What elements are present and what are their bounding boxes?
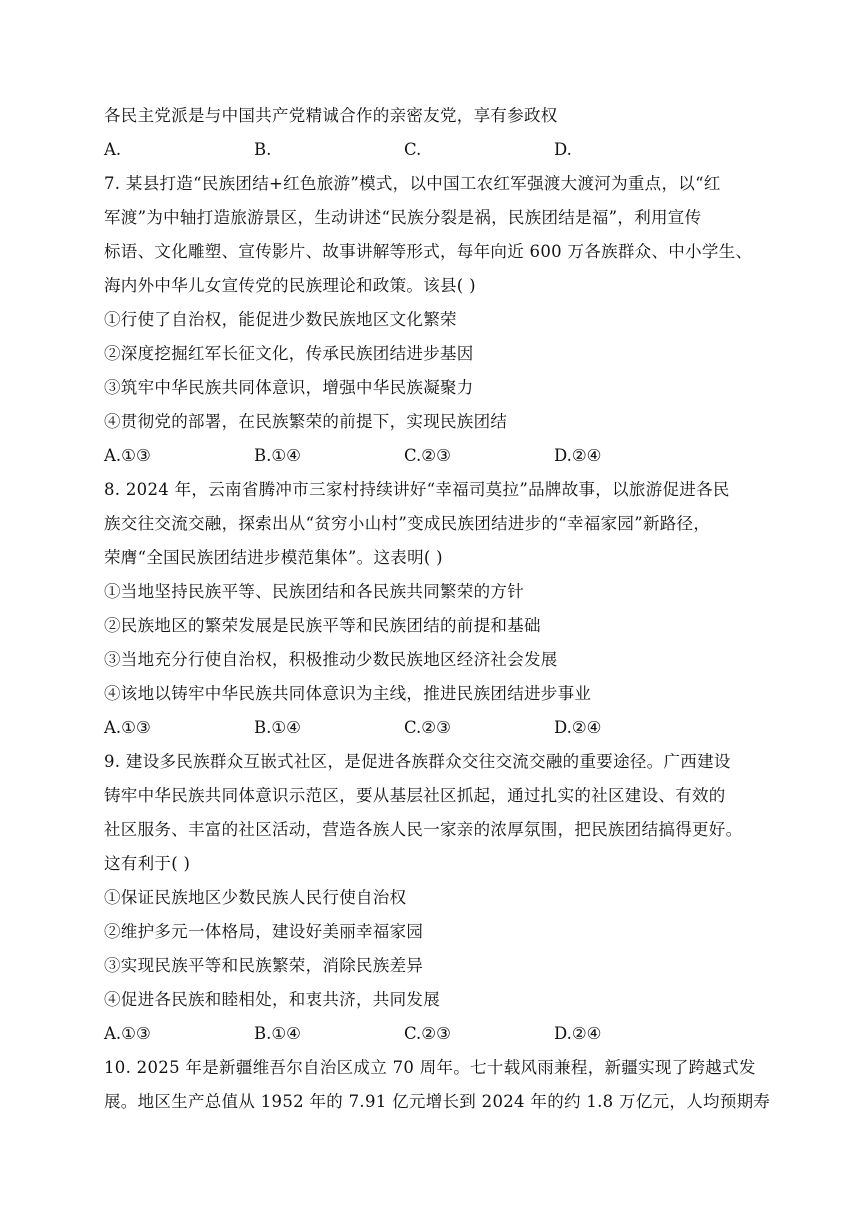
q8-choice-4: ④该地以铸牢中华民族共同体意识为主线，推进民族团结进步事业: [104, 684, 592, 703]
q8-options: [104, 717, 804, 739]
q9-choice-3: ③实现民族平等和民族繁荣，消除民族差异: [104, 956, 424, 975]
q6-statement: 各民主党派是与中国共产党精诚合作的亲密友党，享有参政权: [104, 106, 558, 125]
q9-option-b: B.①④: [254, 1024, 301, 1043]
q6-option-c: C.: [404, 140, 422, 159]
q9-choice-2: ②维护多元一体格局，建设好美丽幸福家园: [104, 922, 424, 941]
q6-option-d: D.: [554, 140, 572, 159]
q7-choice-1: ①行使了自治权，能促进少数民族地区文化繁荣: [104, 310, 457, 329]
q8-option-c: C.②③: [404, 718, 451, 737]
q6-option-a: A.: [104, 140, 122, 159]
q8-option-d: D.②④: [554, 718, 602, 737]
q8-choice-3: ③当地充分行使自治权，积极推动少数民族地区经济社会发展: [104, 650, 558, 669]
q9-stem-line: 这有利于( ): [104, 854, 191, 873]
q7-option-d: D.②④: [554, 446, 602, 465]
q8-stem-line: 8. 2024 年，云南省腾冲市三家村持续讲好“幸福司莫拉”品牌故事，以旅游促进各民: [104, 480, 730, 499]
q8-option-b: B.①④: [254, 718, 301, 737]
q8-choice-1: ①当地坚持民族平等、民族团结和各民族共同繁荣的方针: [104, 582, 524, 601]
q7-stem-line: 军渡”为中轴打造旅游景区，生动讲述“民族分裂是祸，民族团结是福”，利用宣传: [104, 208, 702, 227]
q10-stem-line: 展。地区生产总值从 1952 年的 7.91 亿元增长到 2024 年的约 1.8 万亿元，人均预期寿: [104, 1092, 771, 1111]
q6-options: [104, 139, 804, 161]
q9-choice-4: ④促进各民族和睦相处，和衷共济，共同发展: [104, 990, 440, 1009]
q7-option-c: C.②③: [404, 446, 451, 465]
q9-stem-line: 9. 建设多民族群众互嵌式社区，是促进各族群众交往交流交融的重要途径。广西建设: [104, 752, 731, 771]
q9-choice-1: ①保证民族地区少数民族人民行使自治权: [104, 888, 407, 907]
q6-option-b: B.: [254, 140, 272, 159]
q7-choice-3: ③筑牢中华民族共同体意识，增强中华民族凝聚力: [104, 378, 474, 397]
q9-stem-line: 社区服务、丰富的社区活动，营造各族人民一家亲的浓厚氛围，把民族团结搞得更好。: [104, 820, 743, 839]
q9-options: [104, 1023, 804, 1045]
q7-options: [104, 445, 804, 467]
q8-option-a: A.①③: [104, 718, 151, 737]
q8-stem-line: 荣膺“全国民族团结进步模范集体”。这表明( ): [104, 548, 443, 567]
q9-option-c: C.②③: [404, 1024, 451, 1043]
q9-option-a: A.①③: [104, 1024, 151, 1043]
q8-choice-2: ②民族地区的繁荣发展是民族平等和民族团结的前提和基础: [104, 616, 541, 635]
q10-stem-line: 10. 2025 年是新疆维吾尔自治区成立 70 周年。七十载风雨兼程，新疆实现了跨越式发: [104, 1058, 756, 1077]
q7-choice-2: ②深度挖掘红军长征文化，传承民族团结进步基因: [104, 344, 474, 363]
q7-stem-line: 7. 某县打造“民族团结+红色旅游”模式，以中国工农红军强渡大渡河为重点，以“红: [104, 174, 721, 193]
q7-option-a: A.①③: [104, 446, 151, 465]
q7-choice-4: ④贯彻党的部署，在民族繁荣的前提下，实现民族团结: [104, 412, 508, 431]
q7-option-b: B.①④: [254, 446, 301, 465]
q7-stem-line: 标语、文化雕塑、宣传影片、故事讲解等形式，每年向近 600 万各族群众、中小学生、: [104, 242, 753, 261]
q8-stem-line: 族交往交流交融，探索出从“贫穷小山村”变成民族团结进步的“幸福家园”新路径，: [104, 514, 711, 533]
q9-option-d: D.②④: [554, 1024, 602, 1043]
q7-stem-line: 海内外中华儿女宣传党的民族理论和政策。该县( ): [104, 276, 476, 295]
q9-stem-line: 铸牢中华民族共同体意识示范区，要从基层社区抓起，通过扎实的社区建设、有效的: [104, 786, 726, 805]
